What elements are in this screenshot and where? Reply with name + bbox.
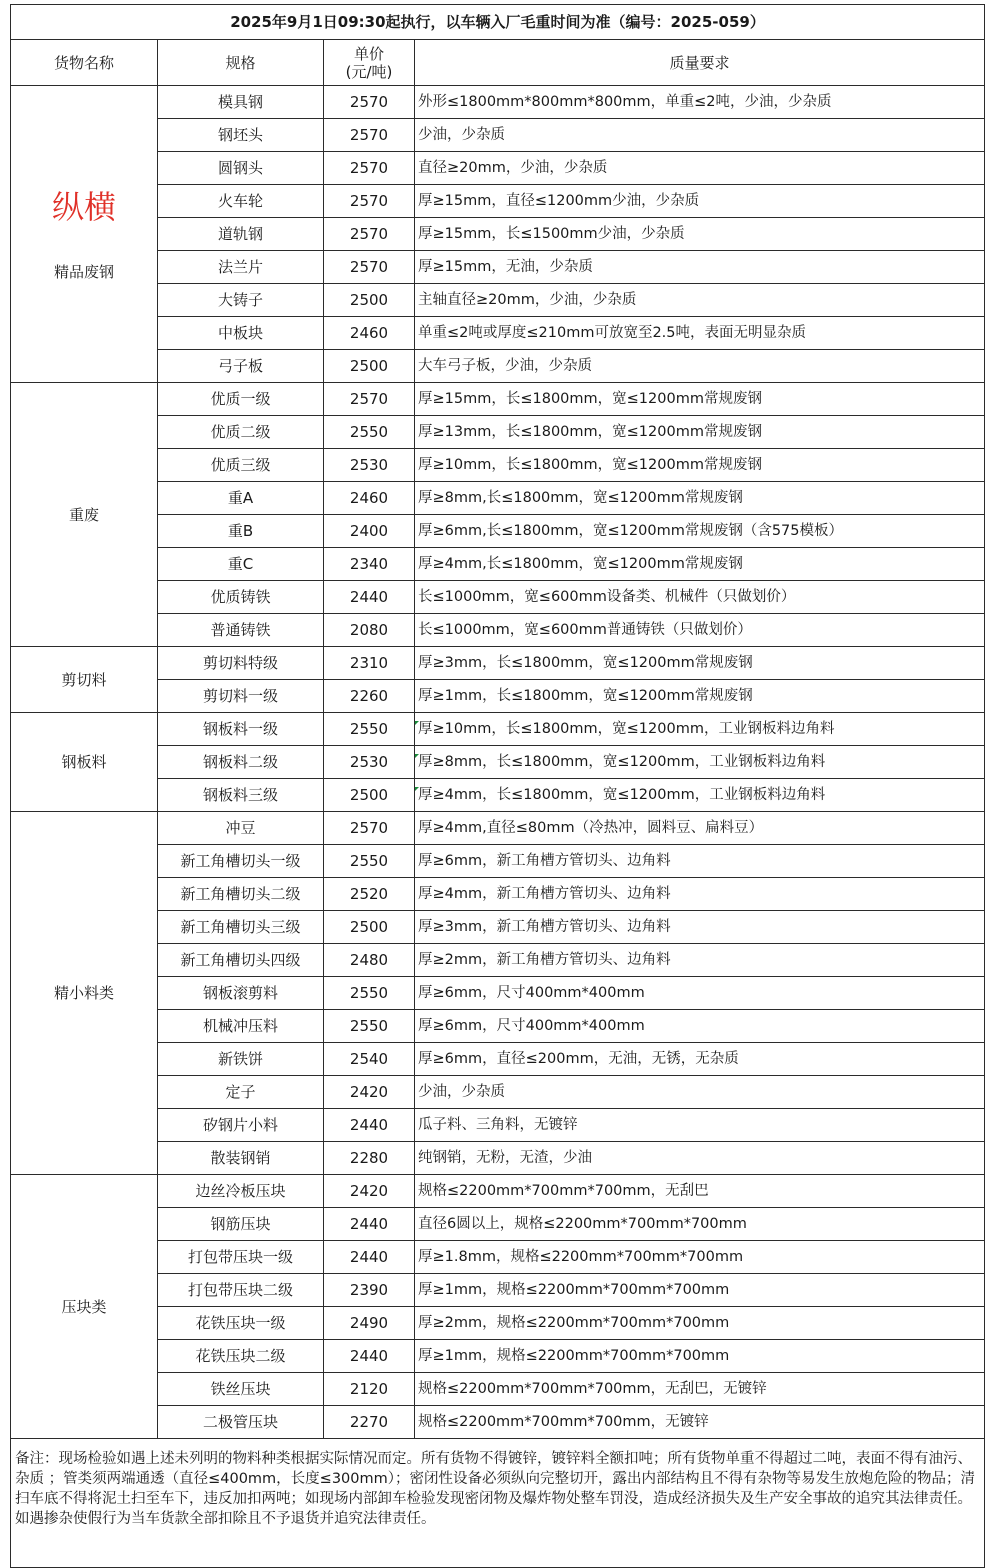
price-cell: 2550 [324, 416, 415, 449]
table-row [11, 746, 985, 779]
table-row [11, 482, 985, 515]
header-spec: 规格 [158, 40, 324, 86]
price-cell: 2530 [324, 746, 415, 779]
spec-cell: 铁丝压块 [158, 1373, 324, 1406]
quality-cell [415, 977, 985, 1010]
quality-cell [415, 878, 985, 911]
price-cell: 2540 [324, 1043, 415, 1076]
table-row [11, 86, 985, 119]
quality-cell [415, 515, 985, 548]
spec-cell: 剪切料一级 [158, 680, 324, 713]
quality-text: 厚≥6mm,长≤1800mm，宽≤1200mm常规废钢（含575模板） [418, 523, 844, 539]
price-cell: 2480 [324, 944, 415, 977]
price-cell: 2550 [324, 713, 415, 746]
quality-text: 厚≥15mm，长≤1800mm，宽≤1200mm常规废钢 [418, 391, 762, 407]
quality-cell [415, 284, 985, 317]
category-cell [11, 647, 158, 713]
table-row [11, 1010, 985, 1043]
price-cell: 2570 [324, 812, 415, 845]
category-name: 精品废钢 [53, 263, 114, 281]
quality-cell [415, 944, 985, 977]
spec-cell: 边丝冷板压块 [158, 1175, 324, 1208]
table-row [11, 680, 985, 713]
price-cell: 2390 [324, 1274, 415, 1307]
category-name: 剪切料 [61, 670, 107, 689]
spec-cell: 钢筋压块 [158, 1208, 324, 1241]
quality-text: 少油，少杂质 [418, 1084, 505, 1100]
remarks-note: 备注：现场检验如遇上述未列明的物料种类根据实际情况而定。所有货物不得镀锌，镀锌料全额扣吨；所有货物单重不得超过二吨，表面不得有油污、杂质 ；管类须两端通透（直径≤400mm，长度≤300mm）；密闭性设备必须纵向完整切开，露出内部结构且不得有杂物等易发生放炮危险的物品；清扫车底不得将泥土扫至车下，违反加扣两吨；如现场内部卸车检验发现密闭物及爆炸物处整车罚没，造成经济损失及生产安全事故的追究其法律责任。如遇掺杂使假行为当车货款全部扣除且不予退货并追究法律责任。 [11, 1439, 985, 1568]
spec-cell: 优质铸铁 [158, 581, 324, 614]
price-cell: 2460 [324, 482, 415, 515]
price-cell: 2400 [324, 515, 415, 548]
price-cell: 2520 [324, 878, 415, 911]
table-row [11, 119, 985, 152]
quality-text: 厚≥15mm，直径≤1200mm少油，少杂质 [418, 193, 700, 209]
spec-cell: 普通铸铁 [158, 614, 324, 647]
spec-cell: 花铁压块二级 [158, 1340, 324, 1373]
table-row [11, 779, 985, 812]
quality-cell [415, 779, 985, 812]
category-name: 精小料类 [53, 984, 114, 1002]
quality-text: 长≤1000mm，宽≤600mm设备类、机械件（只做划价） [418, 589, 796, 605]
spec-cell: 定子 [158, 1076, 324, 1109]
price-cell: 2440 [324, 1109, 415, 1142]
spec-cell: 重B [158, 515, 324, 548]
spec-cell: 优质三级 [158, 449, 324, 482]
spec-cell: 重A [158, 482, 324, 515]
price-cell: 2570 [324, 383, 415, 416]
spec-cell: 法兰片 [158, 251, 324, 284]
price-cell: 2440 [324, 1241, 415, 1274]
spec-cell: 钢坯头 [158, 119, 324, 152]
quality-cell [415, 1241, 985, 1274]
table-row [11, 1109, 985, 1142]
table-row [11, 449, 985, 482]
price-cell: 2460 [324, 317, 415, 350]
spec-cell: 新铁饼 [158, 1043, 324, 1076]
quality-cell [415, 1010, 985, 1043]
spec-cell: 新工角槽切头四级 [158, 944, 324, 977]
spec-cell: 火车轮 [158, 185, 324, 218]
quality-text: 规格≤2200mm*700mm*700mm，无镀锌 [418, 1414, 709, 1430]
quality-text: 厚≥6mm，新工角槽方管切头、边角料 [418, 853, 671, 869]
spec-cell: 大铸子 [158, 284, 324, 317]
spec-cell: 二极管压块 [158, 1406, 324, 1439]
table-row [11, 1142, 985, 1175]
price-cell: 2530 [324, 449, 415, 482]
quality-cell [415, 845, 985, 878]
spec-cell: 优质一级 [158, 383, 324, 416]
spec-cell: 钢板滚剪料 [158, 977, 324, 1010]
price-cell: 2550 [324, 977, 415, 1010]
brand-label: 纵横 [51, 188, 116, 226]
spec-cell: 机械冲压料 [158, 1010, 324, 1043]
price-cell: 2490 [324, 1307, 415, 1340]
quality-text: 厚≥10mm，长≤1800mm，宽≤1200mm常规废钢 [418, 457, 762, 473]
quality-cell [415, 1109, 985, 1142]
quality-cell [415, 251, 985, 284]
quality-text: 厚≥1mm，长≤1800mm，宽≤1200mm常规废钢 [418, 688, 753, 704]
spec-cell: 新工角槽切头一级 [158, 845, 324, 878]
price-cell: 2570 [324, 152, 415, 185]
spec-cell: 弓子板 [158, 350, 324, 383]
spec-cell: 冲豆 [158, 812, 324, 845]
header-quality: 质量要求 [415, 40, 985, 86]
table-body [11, 86, 985, 1439]
quality-cell [415, 581, 985, 614]
price-sheet [10, 4, 984, 1568]
quality-text: 外形≤1800mm*800mm*800mm，单重≤2吨，少油，少杂质 [418, 94, 832, 110]
spec-cell: 道轨钢 [158, 218, 324, 251]
quality-text: 单重≤2吨或厚度≤210mm可放宽至2.5吨，表面无明显杂质 [418, 325, 807, 341]
table-row [11, 416, 985, 449]
quality-text: 厚≥1mm，规格≤2200mm*700mm*700mm [418, 1348, 730, 1364]
table-row [11, 977, 985, 1010]
category-name: 重废 [68, 505, 99, 524]
table-row [11, 1175, 985, 1208]
quality-cell [415, 911, 985, 944]
category-cell [11, 812, 158, 1175]
sheet-title: 2025年9月1日09:30起执行，以车辆入厂毛重时间为准（编号：2025-059） [11, 5, 985, 40]
category-cell [11, 86, 158, 383]
table-row [11, 581, 985, 614]
table-row [11, 152, 985, 185]
table-row [11, 878, 985, 911]
quality-cell [415, 1043, 985, 1076]
spec-cell: 圆钢头 [158, 152, 324, 185]
spec-cell: 钢板料三级 [158, 779, 324, 812]
table-row [11, 1076, 985, 1109]
category-cell [11, 1175, 158, 1439]
spec-cell: 钢板料二级 [158, 746, 324, 779]
table-row [11, 1208, 985, 1241]
spec-cell: 新工角槽切头三级 [158, 911, 324, 944]
price-cell: 2440 [324, 581, 415, 614]
quality-text: 厚≥15mm，无油，少杂质 [418, 259, 593, 275]
quality-text: 厚≥2mm，规格≤2200mm*700mm*700mm [418, 1315, 730, 1331]
price-cell: 2280 [324, 1142, 415, 1175]
quality-cell [415, 680, 985, 713]
table-row [11, 1307, 985, 1340]
price-cell: 2550 [324, 1010, 415, 1043]
quality-cell [415, 350, 985, 383]
quality-text: 大车弓子板，少油，少杂质 [418, 358, 592, 374]
table-row [11, 1373, 985, 1406]
quality-text: 厚≥4mm,直径≤80mm（冷热冲，圆料豆、扁料豆） [418, 820, 764, 836]
quality-cell [415, 86, 985, 119]
quality-cell [415, 383, 985, 416]
table-row [11, 812, 985, 845]
price-cell: 2570 [324, 86, 415, 119]
quality-text: 厚≥3mm，新工角槽方管切头、边角料 [418, 919, 671, 935]
price-cell: 2500 [324, 911, 415, 944]
table-row [11, 284, 985, 317]
table-row [11, 515, 985, 548]
quality-text: 厚≥1mm，规格≤2200mm*700mm*700mm [418, 1282, 730, 1298]
table-row [11, 350, 985, 383]
table-row [11, 845, 985, 878]
spec-cell: 散装钢销 [158, 1142, 324, 1175]
quality-text: 直径≥20mm，少油，少杂质 [418, 160, 608, 176]
quality-cell [415, 317, 985, 350]
quality-cell [415, 482, 985, 515]
spec-cell: 模具钢 [158, 86, 324, 119]
header-goods-name: 货物名称 [11, 40, 158, 86]
quality-cell [415, 1142, 985, 1175]
price-cell: 2440 [324, 1208, 415, 1241]
spec-cell: 打包带压块一级 [158, 1241, 324, 1274]
quality-text: 规格≤2200mm*700mm*700mm，无刮巴 [418, 1183, 709, 1199]
quality-text: 厚≥4mm,长≤1800mm，宽≤1200mm常规废钢 [418, 556, 743, 572]
price-cell: 2570 [324, 218, 415, 251]
price-cell: 2080 [324, 614, 415, 647]
quality-cell [415, 218, 985, 251]
table-row [11, 1241, 985, 1274]
price-cell: 2440 [324, 1340, 415, 1373]
table-row [11, 548, 985, 581]
quality-cell [415, 647, 985, 680]
table-row [11, 185, 985, 218]
spec-cell: 花铁压块一级 [158, 1307, 324, 1340]
quality-text: 厚≥4mm，长≤1800mm，宽≤1200mm，工业钢板料边角料 [418, 787, 826, 803]
quality-cell [415, 713, 985, 746]
quality-text: 长≤1000mm，宽≤600mm普通铸铁（只做划价） [418, 622, 752, 638]
table-row [11, 383, 985, 416]
quality-text: 厚≥1.8mm，规格≤2200mm*700mm*700mm [418, 1249, 744, 1265]
spec-cell: 新工角槽切头二级 [158, 878, 324, 911]
header-price-line1: 单价 [353, 44, 384, 63]
quality-text: 厚≥3mm，长≤1800mm，宽≤1200mm常规废钢 [418, 655, 753, 671]
table-row [11, 1406, 985, 1439]
table-row [11, 218, 985, 251]
quality-cell [415, 185, 985, 218]
quality-cell [415, 416, 985, 449]
quality-cell [415, 1274, 985, 1307]
quality-text: 纯钢销，无粉，无渣，少油 [418, 1150, 592, 1166]
spec-cell: 重C [158, 548, 324, 581]
quality-text: 厚≥4mm，新工角槽方管切头、边角料 [418, 886, 671, 902]
category-name: 压块类 [61, 1297, 107, 1316]
table-row [11, 1274, 985, 1307]
quality-cell [415, 1406, 985, 1439]
quality-text: 厚≥13mm，长≤1800mm，宽≤1200mm常规废钢 [418, 424, 762, 440]
quality-cell [415, 1340, 985, 1373]
quality-text: 厚≥8mm,长≤1800mm，宽≤1200mm常规废钢 [418, 490, 743, 506]
price-cell: 2500 [324, 779, 415, 812]
quality-text: 厚≥2mm，新工角槽方管切头、边角料 [418, 952, 671, 968]
header-price-line2: (元/吨) [345, 62, 393, 81]
quality-text: 瓜子料、三角料，无镀锌 [418, 1117, 578, 1133]
quality-text: 厚≥8mm，长≤1800mm，宽≤1200mm，工业钢板料边角料 [418, 754, 826, 770]
quality-text: 厚≥6mm，直径≤200mm，无油，无锈，无杂质 [418, 1051, 739, 1067]
quality-cell [415, 119, 985, 152]
table-row [11, 614, 985, 647]
price-cell: 2500 [324, 350, 415, 383]
price-cell: 2500 [324, 284, 415, 317]
quality-cell [415, 614, 985, 647]
table-row [11, 251, 985, 284]
header-unit-price [324, 40, 415, 86]
quality-cell [415, 1076, 985, 1109]
price-cell: 2310 [324, 647, 415, 680]
spec-cell: 钢板料一级 [158, 713, 324, 746]
table-row [11, 317, 985, 350]
table-row [11, 713, 985, 746]
quality-text: 少油，少杂质 [418, 127, 505, 143]
table-row [11, 1340, 985, 1373]
quality-cell [415, 1175, 985, 1208]
price-cell: 2570 [324, 251, 415, 284]
quality-cell [415, 152, 985, 185]
price-cell: 2420 [324, 1175, 415, 1208]
price-cell: 2570 [324, 119, 415, 152]
table-row [11, 944, 985, 977]
price-cell: 2420 [324, 1076, 415, 1109]
quality-text: 厚≥10mm，长≤1800mm，宽≤1200mm，工业钢板料边角料 [418, 721, 835, 737]
table-row [11, 647, 985, 680]
quality-text: 厚≥15mm，长≤1500mm少油，少杂质 [418, 226, 685, 242]
quality-cell [415, 1373, 985, 1406]
category-name: 钢板料 [61, 753, 107, 771]
quality-text: 规格≤2200mm*700mm*700mm，无刮巴，无镀锌 [418, 1381, 767, 1397]
quality-text: 厚≥6mm，尺寸400mm*400mm [418, 1018, 645, 1034]
quality-text: 厚≥6mm，尺寸400mm*400mm [418, 985, 645, 1001]
spec-cell: 矽钢片小料 [158, 1109, 324, 1142]
spec-cell: 中板块 [158, 317, 324, 350]
spec-cell: 剪切料特级 [158, 647, 324, 680]
price-cell: 2270 [324, 1406, 415, 1439]
price-cell: 2570 [324, 185, 415, 218]
table-row [11, 1043, 985, 1076]
quality-text: 主轴直径≥20mm，少油，少杂质 [418, 292, 637, 308]
spec-cell: 打包带压块二级 [158, 1274, 324, 1307]
price-cell: 2340 [324, 548, 415, 581]
quality-cell [415, 746, 985, 779]
table-row [11, 911, 985, 944]
quality-cell [415, 449, 985, 482]
quality-cell [415, 1307, 985, 1340]
price-cell: 2120 [324, 1373, 415, 1406]
spec-cell: 优质二级 [158, 416, 324, 449]
price-cell: 2260 [324, 680, 415, 713]
price-cell: 2550 [324, 845, 415, 878]
category-cell [11, 383, 158, 647]
quality-cell [415, 812, 985, 845]
quality-text: 直径6圆以上，规格≤2200mm*700mm*700mm [418, 1216, 747, 1232]
quality-cell [415, 548, 985, 581]
price-table [10, 4, 985, 1568]
category-cell [11, 713, 158, 812]
quality-cell [415, 1208, 985, 1241]
